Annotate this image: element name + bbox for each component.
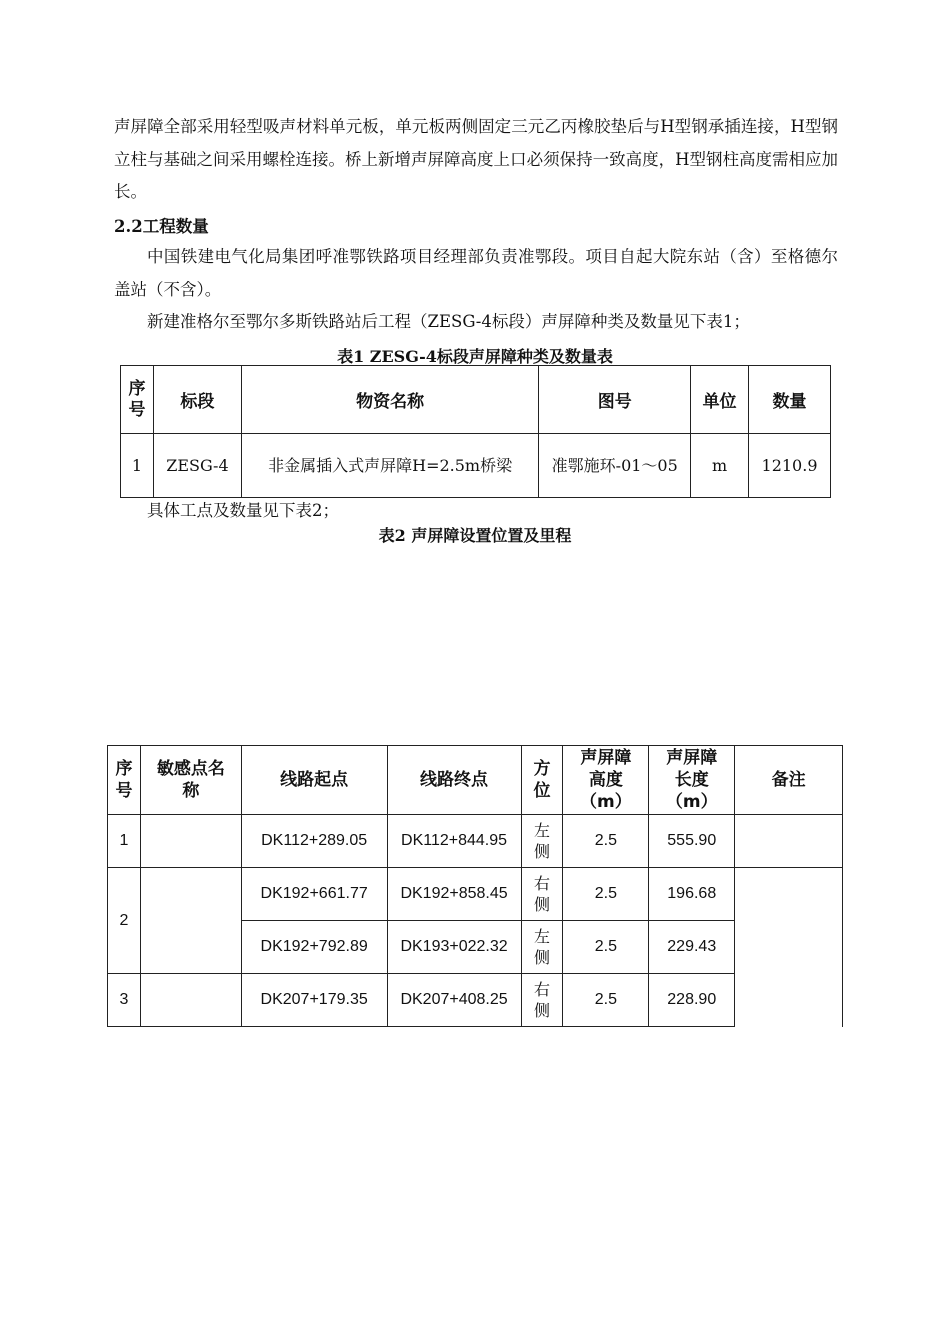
- table1-header-qty: 数量: [749, 366, 831, 434]
- table1-cell-qty: 1210.9: [749, 434, 831, 498]
- table1-header-section: 标段: [153, 366, 241, 434]
- table2-cell-length: 228.90: [649, 974, 735, 1027]
- table2-header-length: 声屏障 长度 （m）: [649, 746, 735, 815]
- table1-cell-section: ZESG-4: [153, 434, 241, 498]
- table2-cell-no: 3: [108, 974, 141, 1027]
- table2-cell-start: DK192+661.77: [241, 868, 387, 921]
- table1-cell-material: 非金属插入式声屏障H=2.5m桥梁: [241, 434, 538, 498]
- table2: [107, 745, 843, 1027]
- table1-header-drawing: 图号: [539, 366, 691, 434]
- table2-cell-height: 2.5: [563, 974, 649, 1027]
- table2-header-note: 备注: [735, 746, 843, 815]
- table2-cell-name: [140, 815, 241, 868]
- table2-cell-no: 1: [108, 815, 141, 868]
- table2-header-start: 线路起点: [241, 746, 387, 815]
- intro-paragraph: 声屏障全部采用轻型吸声材料单元板，单元板两侧固定三元乙丙橡胶垫后与H型钢承插连接，H型钢立柱与基础之间采用螺栓连接。桥上新增声屏障高度上口必须保持一致高度，H型钢柱高度需相应加长。: [114, 117, 838, 201]
- table2-cell-length: 229.43: [649, 921, 735, 974]
- table2-cell-note: [735, 815, 843, 868]
- table2-cell-end: DK192+858.45: [387, 868, 521, 921]
- table2-header-end: 线路终点: [387, 746, 521, 815]
- table2-cell-length: 196.68: [649, 868, 735, 921]
- table1: [120, 365, 831, 498]
- table2-cell-side: 左 侧: [521, 921, 563, 974]
- table-row: [108, 868, 843, 921]
- table1-caption: 表1 ZESG-4标段声屏障种类及数量表: [337, 347, 613, 366]
- table1-header-no: 序 号: [121, 366, 154, 434]
- table2-cell-name: [140, 974, 241, 1027]
- table-row: [108, 815, 843, 868]
- table2-cell-end: DK193+022.32: [387, 921, 521, 974]
- table2-cell-note: [735, 868, 843, 1027]
- table2-cell-end: DK112+844.95: [387, 815, 521, 868]
- paragraph-table1-intro: 新建准格尔至鄂尔多斯铁路站后工程（ZESG-4标段）声屏障种类及数量见下表1；: [147, 312, 750, 331]
- table-row: [108, 974, 843, 1027]
- table2-header-height: 声屏障 高度 （m）: [563, 746, 649, 815]
- table2-cell-start: DK192+792.89: [241, 921, 387, 974]
- table2-cell-start: DK207+179.35: [241, 974, 387, 1027]
- table2-cell-side: 右 侧: [521, 974, 563, 1027]
- table2-cell-height: 2.5: [563, 921, 649, 974]
- table2-header-no: 序 号: [108, 746, 141, 815]
- table2-cell-height: 2.5: [563, 868, 649, 921]
- table-row: [121, 434, 831, 498]
- paragraph-table2-intro: 具体工点及数量见下表2；: [147, 501, 339, 520]
- table2-cell-height: 2.5: [563, 815, 649, 868]
- table2-cell-length: 555.90: [649, 815, 735, 868]
- table1-header-row: [121, 366, 831, 434]
- table1-cell-unit: m: [691, 434, 749, 498]
- table1-cell-no: 1: [121, 434, 154, 498]
- table2-cell-start: DK112+289.05: [241, 815, 387, 868]
- table2-cell-side: 右 侧: [521, 868, 563, 921]
- table2-cell-end: DK207+408.25: [387, 974, 521, 1027]
- table2-caption: 表2 声屏障设置位置及里程: [378, 526, 572, 545]
- section-heading: 2.2工程数量: [114, 217, 209, 236]
- table1-header-material: 物资名称: [241, 366, 538, 434]
- table2-cell-no: 2: [108, 868, 141, 974]
- table1-header-unit: 单位: [691, 366, 749, 434]
- table2-cell-name: [140, 868, 241, 974]
- paragraph-project-scope: 中国铁建电气化局集团呼准鄂铁路项目经理部负责准鄂段。项目自起大院东站（含）至格德尔盖站（不含）。: [114, 247, 838, 299]
- table2-header-row: [108, 746, 843, 815]
- table2-header-side: 方 位: [521, 746, 563, 815]
- table2-header-name: 敏感点名 称: [140, 746, 241, 815]
- table1-cell-drawing: 准鄂施环-01～05: [539, 434, 691, 498]
- table2-cell-side: 左 侧: [521, 815, 563, 868]
